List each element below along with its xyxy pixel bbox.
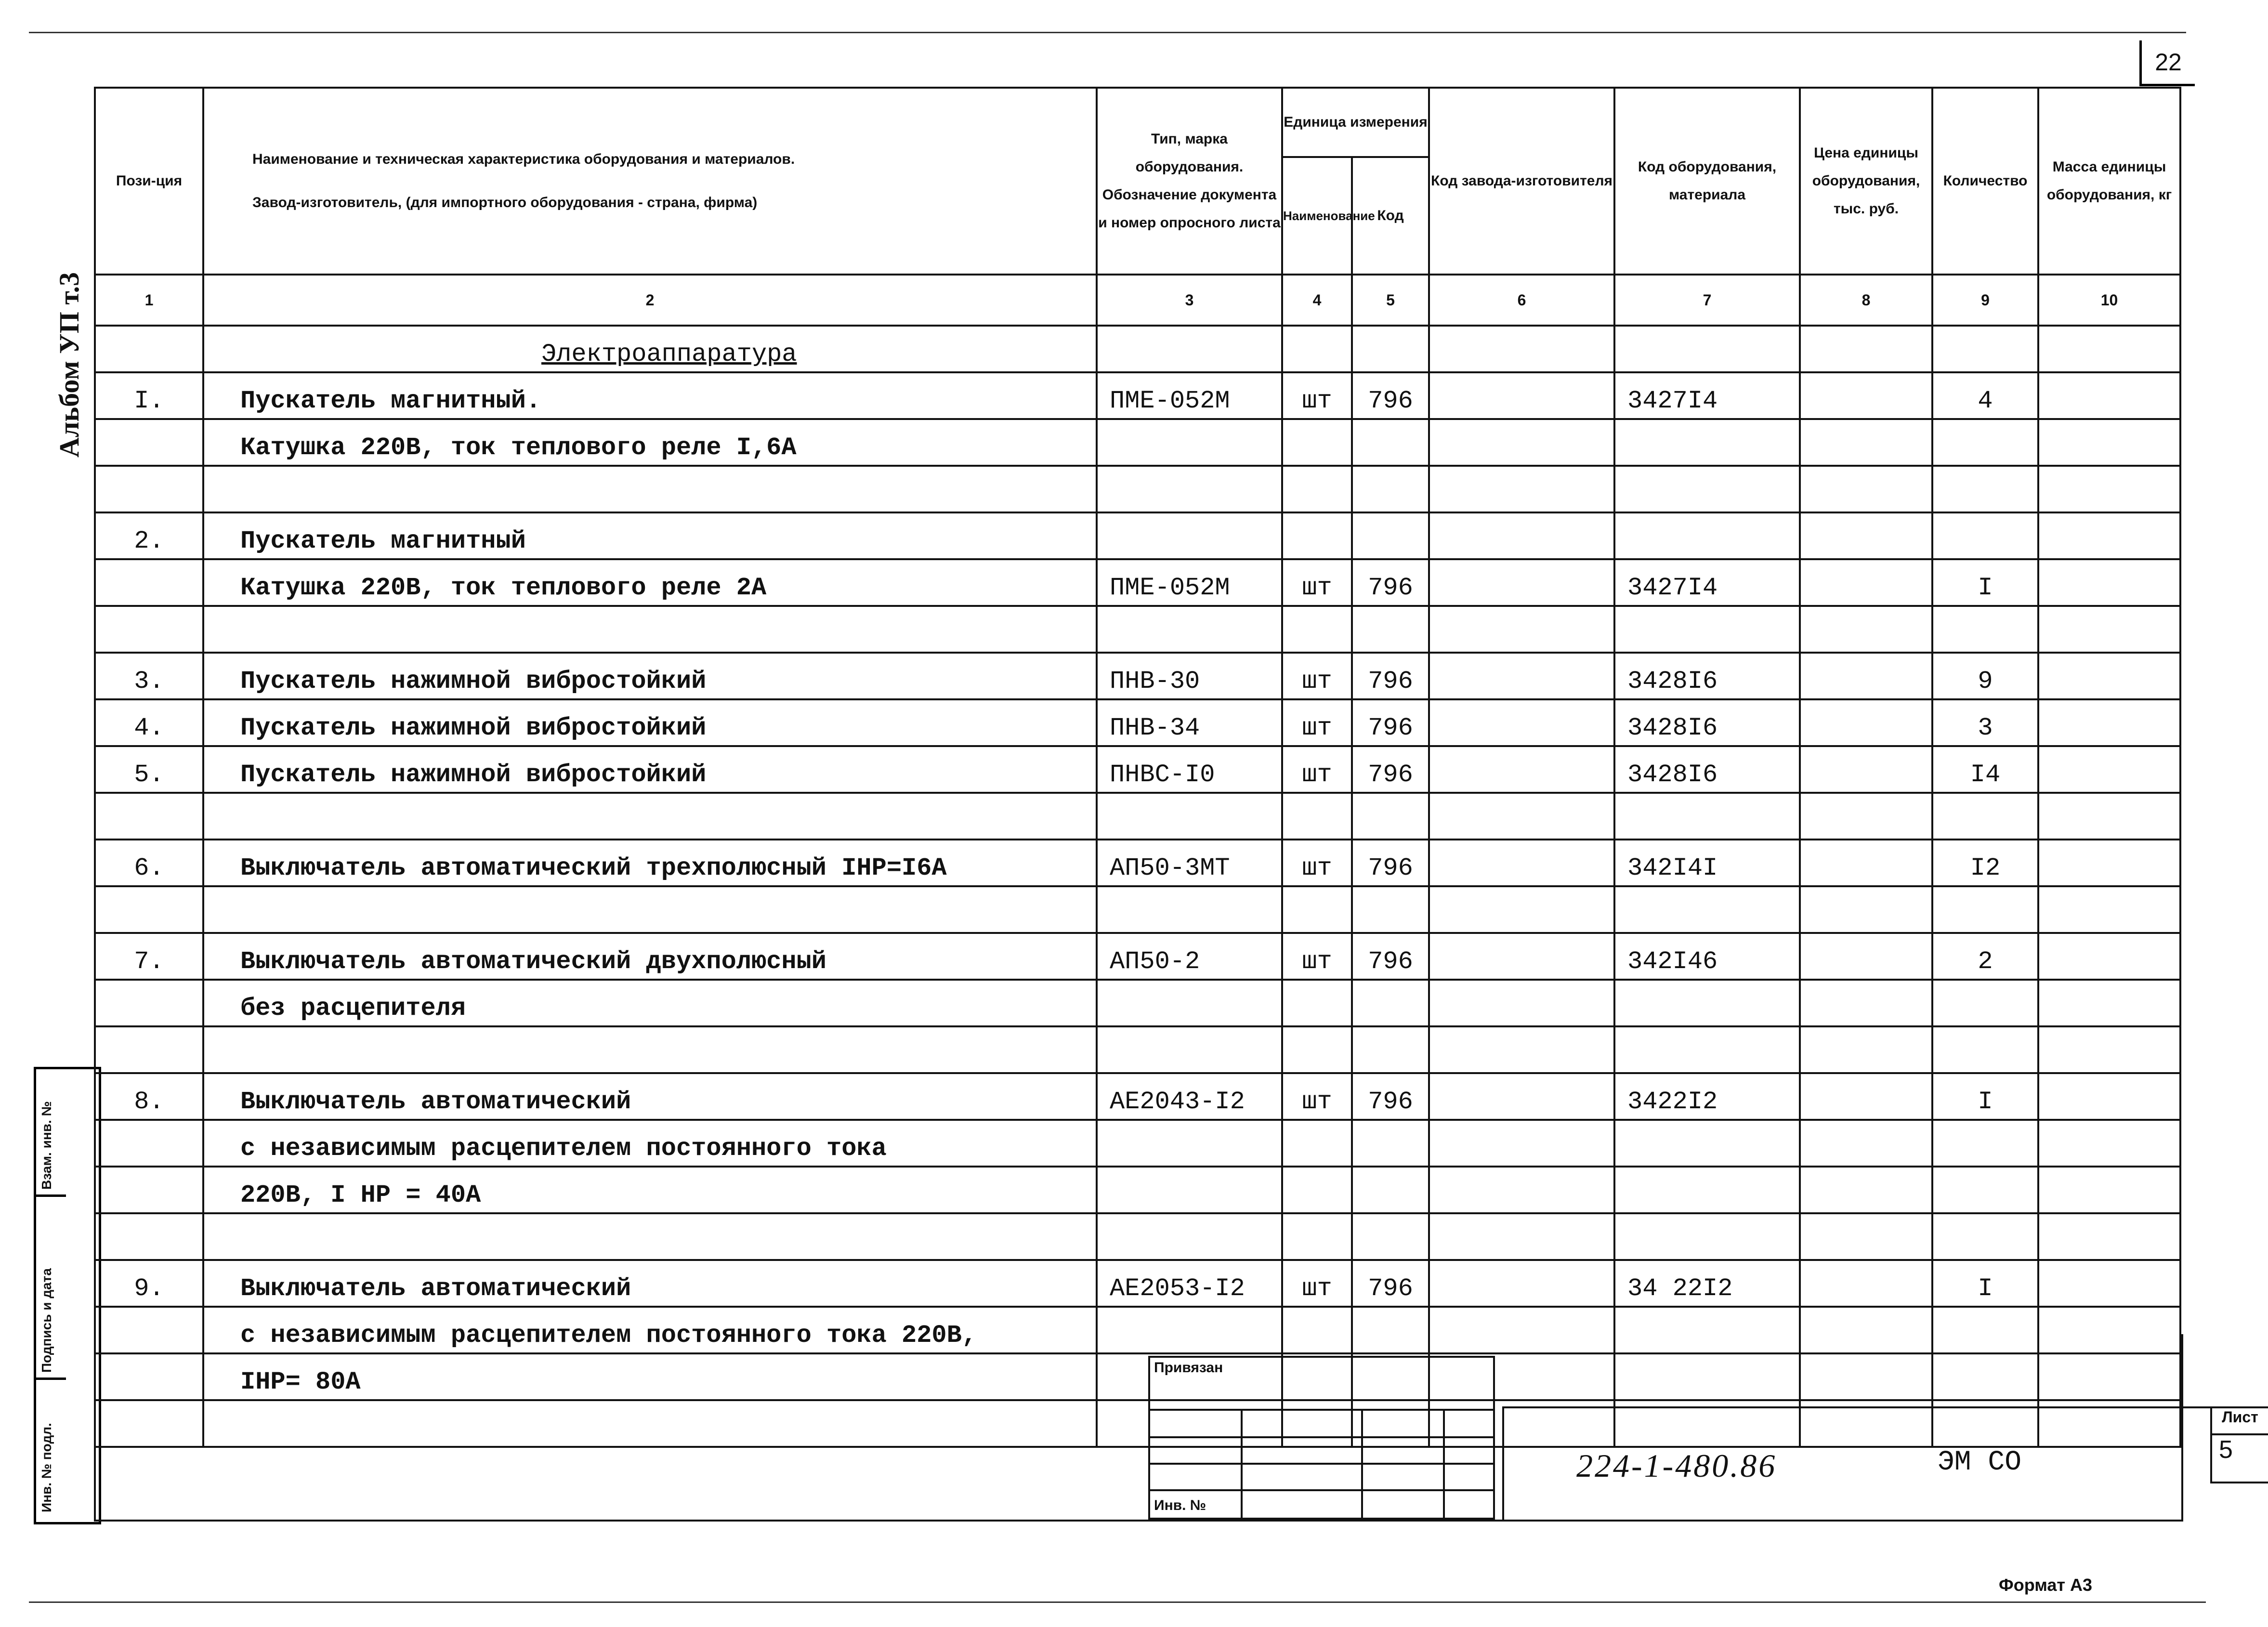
table-row: [95, 886, 2180, 933]
mass-cell: [2038, 746, 2180, 793]
side-stamp: [34, 1067, 101, 1524]
position-cell: [95, 1213, 203, 1260]
unit-name-cell: [1282, 980, 1352, 1026]
title-block: [94, 1334, 2258, 1522]
price-cell: [1800, 1167, 1932, 1213]
price-cell: [1800, 653, 1932, 699]
position-cell: [95, 466, 203, 512]
specification-table: [94, 87, 2181, 1448]
header-equipment-code: Код оборудования, материала: [1614, 88, 1800, 275]
price-cell: [1800, 606, 1932, 653]
header-position: Пози-ция: [95, 88, 203, 275]
mass-cell: [2038, 1167, 2180, 1213]
name-cell: Выключатель автоматический: [203, 1073, 1097, 1120]
factory-code-cell: [1429, 606, 1614, 653]
factory-code-cell: [1429, 933, 1614, 980]
header-factory-code: Код завода-изготовителя: [1429, 88, 1614, 275]
table-row: [95, 512, 2180, 559]
type-cell: [1097, 419, 1282, 466]
unit-code-cell: [1352, 1026, 1429, 1073]
unit-code-cell: [1352, 512, 1429, 559]
name-cell: Пускатель магнитный.: [203, 372, 1097, 419]
type-cell: ПМЕ-052М: [1097, 372, 1282, 419]
mass-cell: [2038, 699, 2180, 746]
header-unit-group: Единица измерения: [1282, 88, 1429, 157]
mass-cell: [2038, 372, 2180, 419]
side-stamp-cell-original: [36, 1378, 66, 1517]
quantity-cell: 3: [1932, 699, 2038, 746]
type-cell: [1097, 466, 1282, 512]
price-cell: [1800, 746, 1932, 793]
unit-name-cell: шт: [1282, 746, 1352, 793]
unit-name-cell: шт: [1282, 559, 1352, 606]
sheet-block: [2210, 1406, 2268, 1520]
section-title: Электроаппаратура: [203, 326, 1097, 372]
unit-name-cell: шт: [1282, 840, 1352, 886]
quantity-cell: [1932, 512, 2038, 559]
unit-name-cell: [1282, 466, 1352, 512]
unit-code-cell: 796: [1352, 933, 1429, 980]
mass-cell: [2038, 1120, 2180, 1167]
name-cell: Пускатель нажимной вибростойкий: [203, 746, 1097, 793]
type-cell: ПНВ-30: [1097, 653, 1282, 699]
unit-code-cell: [1352, 1167, 1429, 1213]
name-cell: Пускатель магнитный: [203, 512, 1097, 559]
price-cell: [1800, 886, 1932, 933]
equipment-code-cell: [1614, 606, 1800, 653]
position-cell: [95, 980, 203, 1026]
factory-code-cell: [1429, 980, 1614, 1026]
factory-code-cell: [1429, 1260, 1614, 1307]
equipment-code-cell: 342I4I: [1614, 840, 1800, 886]
unit-name-cell: [1282, 886, 1352, 933]
name-cell: [203, 1213, 1097, 1260]
position-cell: 3.: [95, 653, 203, 699]
position-cell: [95, 559, 203, 606]
table-row: [95, 1026, 2180, 1073]
quantity-cell: [1932, 980, 2038, 1026]
mass-cell: [2038, 980, 2180, 1026]
quantity-cell: [1932, 1213, 2038, 1260]
quantity-cell: I4: [1932, 746, 2038, 793]
unit-name-cell: [1282, 793, 1352, 840]
factory-code-cell: [1429, 419, 1614, 466]
name-cell: с независимым расцепителем постоянного тока 220В,: [203, 1307, 1097, 1353]
mass-cell: [2038, 933, 2180, 980]
column-number: 6: [1429, 275, 1614, 326]
unit-name-cell: шт: [1282, 699, 1352, 746]
header-quantity: Количество: [1932, 88, 2038, 275]
equipment-code-cell: 3428I6: [1614, 699, 1800, 746]
unit-code-cell: [1352, 886, 1429, 933]
quantity-cell: I2: [1932, 840, 2038, 886]
price-cell: [1800, 466, 1932, 512]
mass-cell: [2038, 1073, 2180, 1120]
column-number: 1: [95, 275, 203, 326]
unit-code-cell: [1352, 980, 1429, 1026]
unit-code-cell: [1352, 793, 1429, 840]
unit-code-cell: 796: [1352, 699, 1429, 746]
unit-code-cell: 796: [1352, 372, 1429, 419]
column-number: 7: [1614, 275, 1800, 326]
table-row: [95, 559, 2180, 606]
equipment-code-cell: 34 22I2: [1614, 1260, 1800, 1307]
equipment-code-cell: 3427I4: [1614, 559, 1800, 606]
position-cell: 9.: [95, 1260, 203, 1307]
price-cell: [1800, 840, 1932, 886]
type-cell: АП50-3МТ: [1097, 840, 1282, 886]
position-cell: [95, 606, 203, 653]
price-cell: [1800, 1026, 1932, 1073]
name-cell: с независимым расцепителем постоянного тока: [203, 1120, 1097, 1167]
factory-code-cell: [1429, 886, 1614, 933]
mass-cell: [2038, 1213, 2180, 1260]
side-stamp-label-signature: Подпись и дата: [39, 1268, 54, 1373]
table-row: [95, 840, 2180, 886]
unit-name-cell: [1282, 1213, 1352, 1260]
type-cell: АП50-2: [1097, 933, 1282, 980]
top-border-line: [29, 32, 2186, 33]
quantity-cell: I: [1932, 1073, 2038, 1120]
name-cell: Пускатель нажимной вибростойкий: [203, 699, 1097, 746]
name-cell: Выключатель автоматический двухполюсный: [203, 933, 1097, 980]
price-cell: [1800, 559, 1932, 606]
equipment-code-cell: [1614, 980, 1800, 1026]
unit-code-cell: [1352, 606, 1429, 653]
name-cell: 220В, I НР = 40А: [203, 1167, 1097, 1213]
name-cell: Катушка 220В, ток теплового реле I,6А: [203, 419, 1097, 466]
mass-cell: [2038, 1026, 2180, 1073]
inventory-label: Инв. №: [1154, 1497, 1206, 1513]
side-stamp-label-replacement: Взам. инв. №: [39, 1101, 54, 1190]
binding-grid: [1148, 1409, 1495, 1520]
table-row: [95, 653, 2180, 699]
type-cell: ПНВ-34: [1097, 699, 1282, 746]
column-number: 8: [1800, 275, 1932, 326]
unit-name-cell: шт: [1282, 372, 1352, 419]
type-cell: [1097, 606, 1282, 653]
price-cell: [1800, 1073, 1932, 1120]
name-cell: [203, 886, 1097, 933]
table-row: [95, 1120, 2180, 1167]
header-type: Тип, марка оборудования. Обозначение документа и номер опросного листа: [1097, 88, 1282, 275]
position-cell: [95, 419, 203, 466]
factory-code-cell: [1429, 512, 1614, 559]
mass-cell: [2038, 419, 2180, 466]
type-cell: [1097, 512, 1282, 559]
type-cell: АЕ2053-I2: [1097, 1260, 1282, 1307]
mass-cell: [2038, 559, 2180, 606]
position-cell: 8.: [95, 1073, 203, 1120]
equipment-code-cell: [1614, 1120, 1800, 1167]
type-cell: ПМЕ-052М: [1097, 559, 1282, 606]
unit-code-cell: 796: [1352, 1073, 1429, 1120]
equipment-code-cell: [1614, 1213, 1800, 1260]
factory-code-cell: [1429, 1073, 1614, 1120]
document-code: 224-1-480.86: [1576, 1447, 1777, 1484]
table-row: [95, 1167, 2180, 1213]
name-cell: Выключатель автоматический: [203, 1260, 1097, 1307]
equipment-code-cell: [1614, 886, 1800, 933]
name-cell: [203, 606, 1097, 653]
document-number-block: [1502, 1406, 2212, 1522]
table-row: [95, 1260, 2180, 1307]
equipment-code-cell: 3422I2: [1614, 1073, 1800, 1120]
unit-code-cell: [1352, 466, 1429, 512]
factory-code-cell: [1429, 840, 1614, 886]
position-cell: [95, 1026, 203, 1073]
factory-code-cell: [1429, 1026, 1614, 1073]
table-row: [95, 933, 2180, 980]
name-cell: Выключатель автоматический трехполюсный IНР=I6А: [203, 840, 1097, 886]
type-cell: [1097, 886, 1282, 933]
type-cell: АЕ2043-I2: [1097, 1073, 1282, 1120]
price-cell: [1800, 419, 1932, 466]
price-cell: [1800, 1120, 1932, 1167]
price-cell: [1800, 372, 1932, 419]
equipment-code-cell: [1614, 793, 1800, 840]
side-stamp-label-original: Инв. № подл.: [39, 1423, 54, 1512]
column-number: 2: [203, 275, 1097, 326]
quantity-cell: 9: [1932, 653, 2038, 699]
quantity-cell: [1932, 886, 2038, 933]
position-cell: [95, 1167, 203, 1213]
unit-name-cell: [1282, 419, 1352, 466]
column-number: 4: [1282, 275, 1352, 326]
unit-code-cell: [1352, 1213, 1429, 1260]
factory-code-cell: [1429, 1120, 1614, 1167]
side-stamp-cell-replacement: [36, 1069, 66, 1197]
table-row: [95, 980, 2180, 1026]
mass-cell: [2038, 793, 2180, 840]
type-cell: [1097, 793, 1282, 840]
table-row: [95, 699, 2180, 746]
unit-name-cell: [1282, 512, 1352, 559]
unit-code-cell: 796: [1352, 746, 1429, 793]
quantity-cell: [1932, 606, 2038, 653]
header-price: Цена единицы оборудования, тыс. руб.: [1800, 88, 1932, 275]
factory-code-cell: [1429, 466, 1614, 512]
binding-title: Привязан: [1148, 1356, 1495, 1409]
price-cell: [1800, 793, 1932, 840]
mass-cell: [2038, 466, 2180, 512]
name-cell: [203, 466, 1097, 512]
album-label: Альбом УП т.3: [53, 272, 85, 458]
sheet-label: Лист: [2210, 1406, 2268, 1435]
equipment-code-cell: [1614, 466, 1800, 512]
header-name-line1: Наименование и техническая характеристика оборудования и материалов.: [252, 151, 795, 167]
quantity-cell: [1932, 1026, 2038, 1073]
factory-code-cell: [1429, 699, 1614, 746]
unit-name-cell: [1282, 1120, 1352, 1167]
factory-code-cell: [1429, 653, 1614, 699]
unit-name-cell: [1282, 1167, 1352, 1213]
header-name: [203, 88, 1097, 275]
position-cell: 6.: [95, 840, 203, 886]
quantity-cell: I: [1932, 559, 2038, 606]
unit-name-cell: [1282, 1026, 1352, 1073]
binding-block: [1148, 1356, 1495, 1520]
price-cell: [1800, 933, 1932, 980]
header-unit-name: Наименование: [1282, 157, 1352, 275]
name-cell: [203, 793, 1097, 840]
bottom-border-line: [29, 1601, 2206, 1603]
quantity-cell: 4: [1932, 372, 2038, 419]
name-cell: Катушка 220В, ток теплового реле 2А: [203, 559, 1097, 606]
header-mass: Масса единицы оборудования, кг: [2038, 88, 2180, 275]
type-cell: [1097, 1120, 1282, 1167]
equipment-code-cell: [1614, 512, 1800, 559]
mass-cell: [2038, 1260, 2180, 1307]
table-row: [95, 746, 2180, 793]
quantity-cell: I: [1932, 1260, 2038, 1307]
factory-code-cell: [1429, 1213, 1614, 1260]
name-cell: IНР= 80А: [203, 1353, 1097, 1400]
equipment-code-cell: 3428I6: [1614, 746, 1800, 793]
table-row: [95, 1073, 2180, 1120]
unit-name-cell: шт: [1282, 653, 1352, 699]
quantity-cell: [1932, 1120, 2038, 1167]
factory-code-cell: [1429, 559, 1614, 606]
position-cell: [95, 793, 203, 840]
type-cell: [1097, 1167, 1282, 1213]
unit-name-cell: шт: [1282, 933, 1352, 980]
unit-code-cell: 796: [1352, 559, 1429, 606]
quantity-cell: [1932, 1167, 2038, 1213]
column-number: 9: [1932, 275, 2038, 326]
format-label: Формат А3: [1999, 1575, 2093, 1595]
factory-code-cell: [1429, 372, 1614, 419]
section-row: [95, 326, 2180, 372]
equipment-code-cell: 3428I6: [1614, 653, 1800, 699]
table-row: [95, 1213, 2180, 1260]
price-cell: [1800, 1213, 1932, 1260]
unit-code-cell: 796: [1352, 653, 1429, 699]
mass-cell: [2038, 653, 2180, 699]
price-cell: [1800, 512, 1932, 559]
position-cell: [95, 886, 203, 933]
name-cell: [203, 1026, 1097, 1073]
table-row: [95, 466, 2180, 512]
column-number: 10: [2038, 275, 2180, 326]
table-row: [95, 419, 2180, 466]
column-number: 3: [1097, 275, 1282, 326]
unit-code-cell: [1352, 1120, 1429, 1167]
document-mark: ЭМ СО: [1938, 1447, 2022, 1478]
factory-code-cell: [1429, 746, 1614, 793]
equipment-code-cell: 342I46: [1614, 933, 1800, 980]
page-number: 22: [2139, 40, 2195, 86]
unit-name-cell: шт: [1282, 1073, 1352, 1120]
table-row: [95, 793, 2180, 840]
unit-name-cell: [1282, 606, 1352, 653]
unit-code-cell: 796: [1352, 1260, 1429, 1307]
name-cell: Пускатель нажимной вибростойкий: [203, 653, 1097, 699]
position-cell: I.: [95, 372, 203, 419]
mass-cell: [2038, 840, 2180, 886]
quantity-cell: [1932, 466, 2038, 512]
type-cell: [1097, 980, 1282, 1026]
price-cell: [1800, 1260, 1932, 1307]
name-cell: без расцепителя: [203, 980, 1097, 1026]
column-number: 5: [1352, 275, 1429, 326]
type-cell: [1097, 1213, 1282, 1260]
mass-cell: [2038, 606, 2180, 653]
position-cell: 4.: [95, 699, 203, 746]
position-cell: 2.: [95, 512, 203, 559]
table-row: [95, 372, 2180, 419]
type-cell: ПНВС-I0: [1097, 746, 1282, 793]
mass-cell: [2038, 512, 2180, 559]
position-cell: 5.: [95, 746, 203, 793]
header-unit-code: Код: [1352, 157, 1429, 275]
equipment-code-cell: [1614, 1167, 1800, 1213]
mass-cell: [2038, 886, 2180, 933]
unit-code-cell: 796: [1352, 840, 1429, 886]
equipment-code-cell: [1614, 419, 1800, 466]
factory-code-cell: [1429, 793, 1614, 840]
table-row: [95, 606, 2180, 653]
side-stamp-cell-signature: [36, 1194, 66, 1380]
quantity-cell: [1932, 793, 2038, 840]
price-cell: [1800, 699, 1932, 746]
column-numbers-row: [95, 275, 2180, 326]
quantity-cell: [1932, 419, 2038, 466]
equipment-code-cell: [1614, 1026, 1800, 1073]
type-cell: [1097, 1026, 1282, 1073]
header-name-line2: Завод-изготовитель, (для импортного оборудования - страна, фирма): [252, 195, 758, 210]
price-cell: [1800, 980, 1932, 1026]
unit-name-cell: шт: [1282, 1260, 1352, 1307]
sheet-number: 5: [2210, 1435, 2268, 1483]
position-cell: 7.: [95, 933, 203, 980]
unit-code-cell: [1352, 419, 1429, 466]
position-cell: [95, 1120, 203, 1167]
quantity-cell: 2: [1932, 933, 2038, 980]
equipment-code-cell: 3427I4: [1614, 372, 1800, 419]
factory-code-cell: [1429, 1167, 1614, 1213]
